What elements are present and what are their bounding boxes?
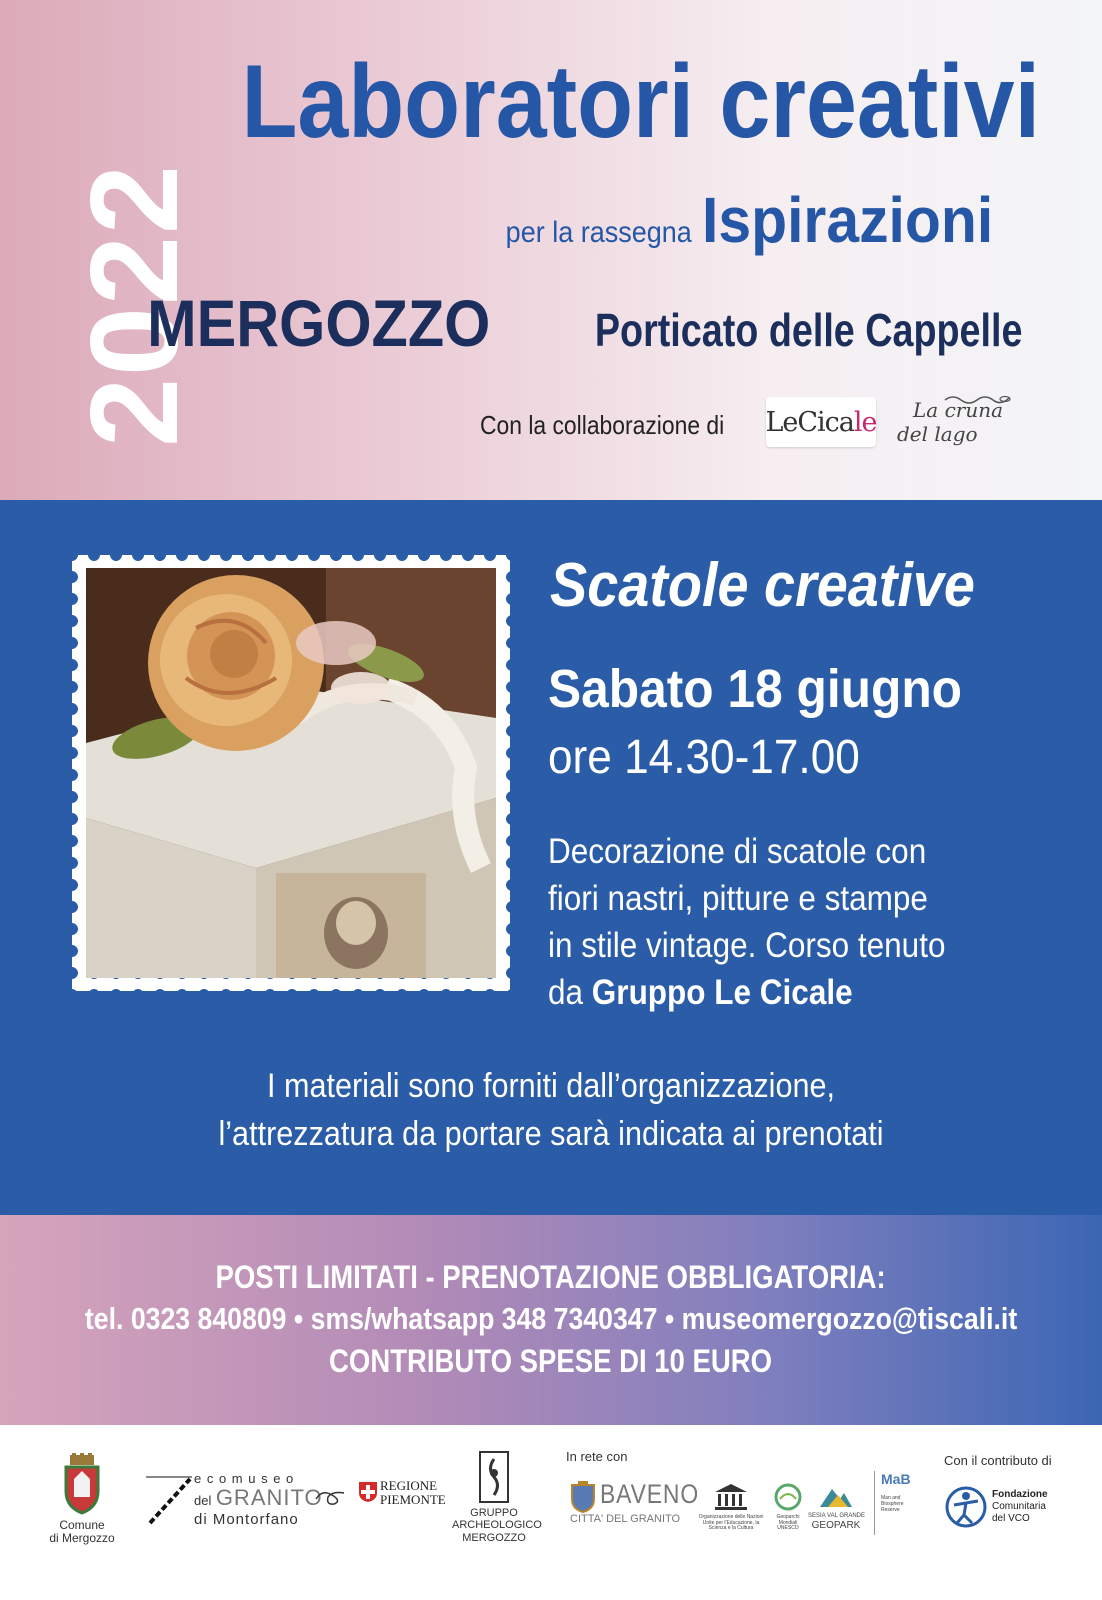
organizer-name: Gruppo Le Cicale (591, 973, 853, 1012)
unesco-temple-icon (714, 1483, 748, 1511)
poster-title: Laboratori creativi (241, 44, 1040, 160)
sesia-val-grande-geopark-logo: SESIA VAL GRANDE GEOPARK (808, 1483, 864, 1535)
sponsor-label: Con il contributo di (944, 1453, 1052, 1468)
event-title: Scatole creative (550, 551, 975, 620)
venue-name: Porticato delle Cappelle (594, 304, 1022, 356)
spiral-icon (312, 1487, 348, 1507)
booking-required: POSTI LIMITATI - PRENOTAZIONE OBBLIGATORIA: (215, 1259, 887, 1295)
regione-piemonte-logo: REGIONE PIEMONTE (358, 1479, 438, 1507)
materials-note: I materiali sono forniti dall’organizzazione, l’attrezzatura da portare sarà indicata ai prenotati (218, 1067, 884, 1153)
event-date: Sabato 18 giugno (548, 659, 963, 719)
gruppo-archeologico-logo: GRUPPO ARCHEOLOGICO MERGOZZO (452, 1451, 536, 1545)
event-description: Decorazione di scatole con fiori nastri, pitture e stampe in stile vintage. Corso tenuto da Gruppo Le Cicale (548, 832, 946, 1012)
gift-box-photo (86, 568, 496, 978)
mab-logo: MaB Man and Biosphere Reserve (874, 1471, 918, 1535)
fee-line: CONTRIBUTO SPESE DI 10 EURO (329, 1343, 773, 1379)
piemonte-shield-icon (358, 1481, 378, 1503)
la-cruna-del-lago-logo: La cruna del lago (895, 392, 1015, 456)
mountain-icon (818, 1485, 854, 1509)
series-name: Ispirazioni (701, 184, 993, 256)
location (109, 286, 1022, 360)
fondazione-person-icon (944, 1485, 988, 1529)
ecomuseo-logo: e c o m u s e o del GRANITO di Montorfano (146, 1471, 346, 1541)
network-label: In rete con (566, 1449, 628, 1464)
event-time: ore 14.30-17.00 (548, 731, 860, 784)
baveno-crest-icon (570, 1481, 596, 1513)
fondazione-vco-logo: Fondazione Comunitaria del VCO (944, 1485, 1064, 1535)
unesco-logo: Organizzazione delle Nazioni Unite per l'Educazione, la Scienza e la Cultura (698, 1483, 764, 1535)
city-name: MERGOZZO (147, 286, 491, 360)
baveno-logo: BAVENO CITTA' DEL GRANITO (570, 1479, 700, 1525)
coat-of-arms-icon (60, 1453, 104, 1515)
sponsor-footer (0, 1425, 1102, 1600)
archaeology-icon (479, 1451, 509, 1503)
le-cicale-logo: LeCica le (766, 397, 876, 447)
year-label: 2022 (66, 163, 205, 447)
contact-line: tel. 0323 840809 • sms/whatsapp 348 7340347 • museomergozzo@tiscali.it (84, 1301, 1018, 1336)
chisel-icon (146, 1475, 194, 1527)
comune-logo: Comune di Mergozzo (44, 1453, 120, 1546)
header (0, 0, 1102, 500)
booking-info (0, 1215, 1102, 1425)
series-subtitle (485, 184, 1018, 256)
geoparchi-logo: Geoparchi Mondiali UNESCO (768, 1483, 808, 1535)
collaboration-text: Con la collaborazione di (480, 410, 725, 440)
geopark-globe-icon (774, 1483, 802, 1511)
subtitle-prefix: per la rassegna (505, 216, 692, 249)
